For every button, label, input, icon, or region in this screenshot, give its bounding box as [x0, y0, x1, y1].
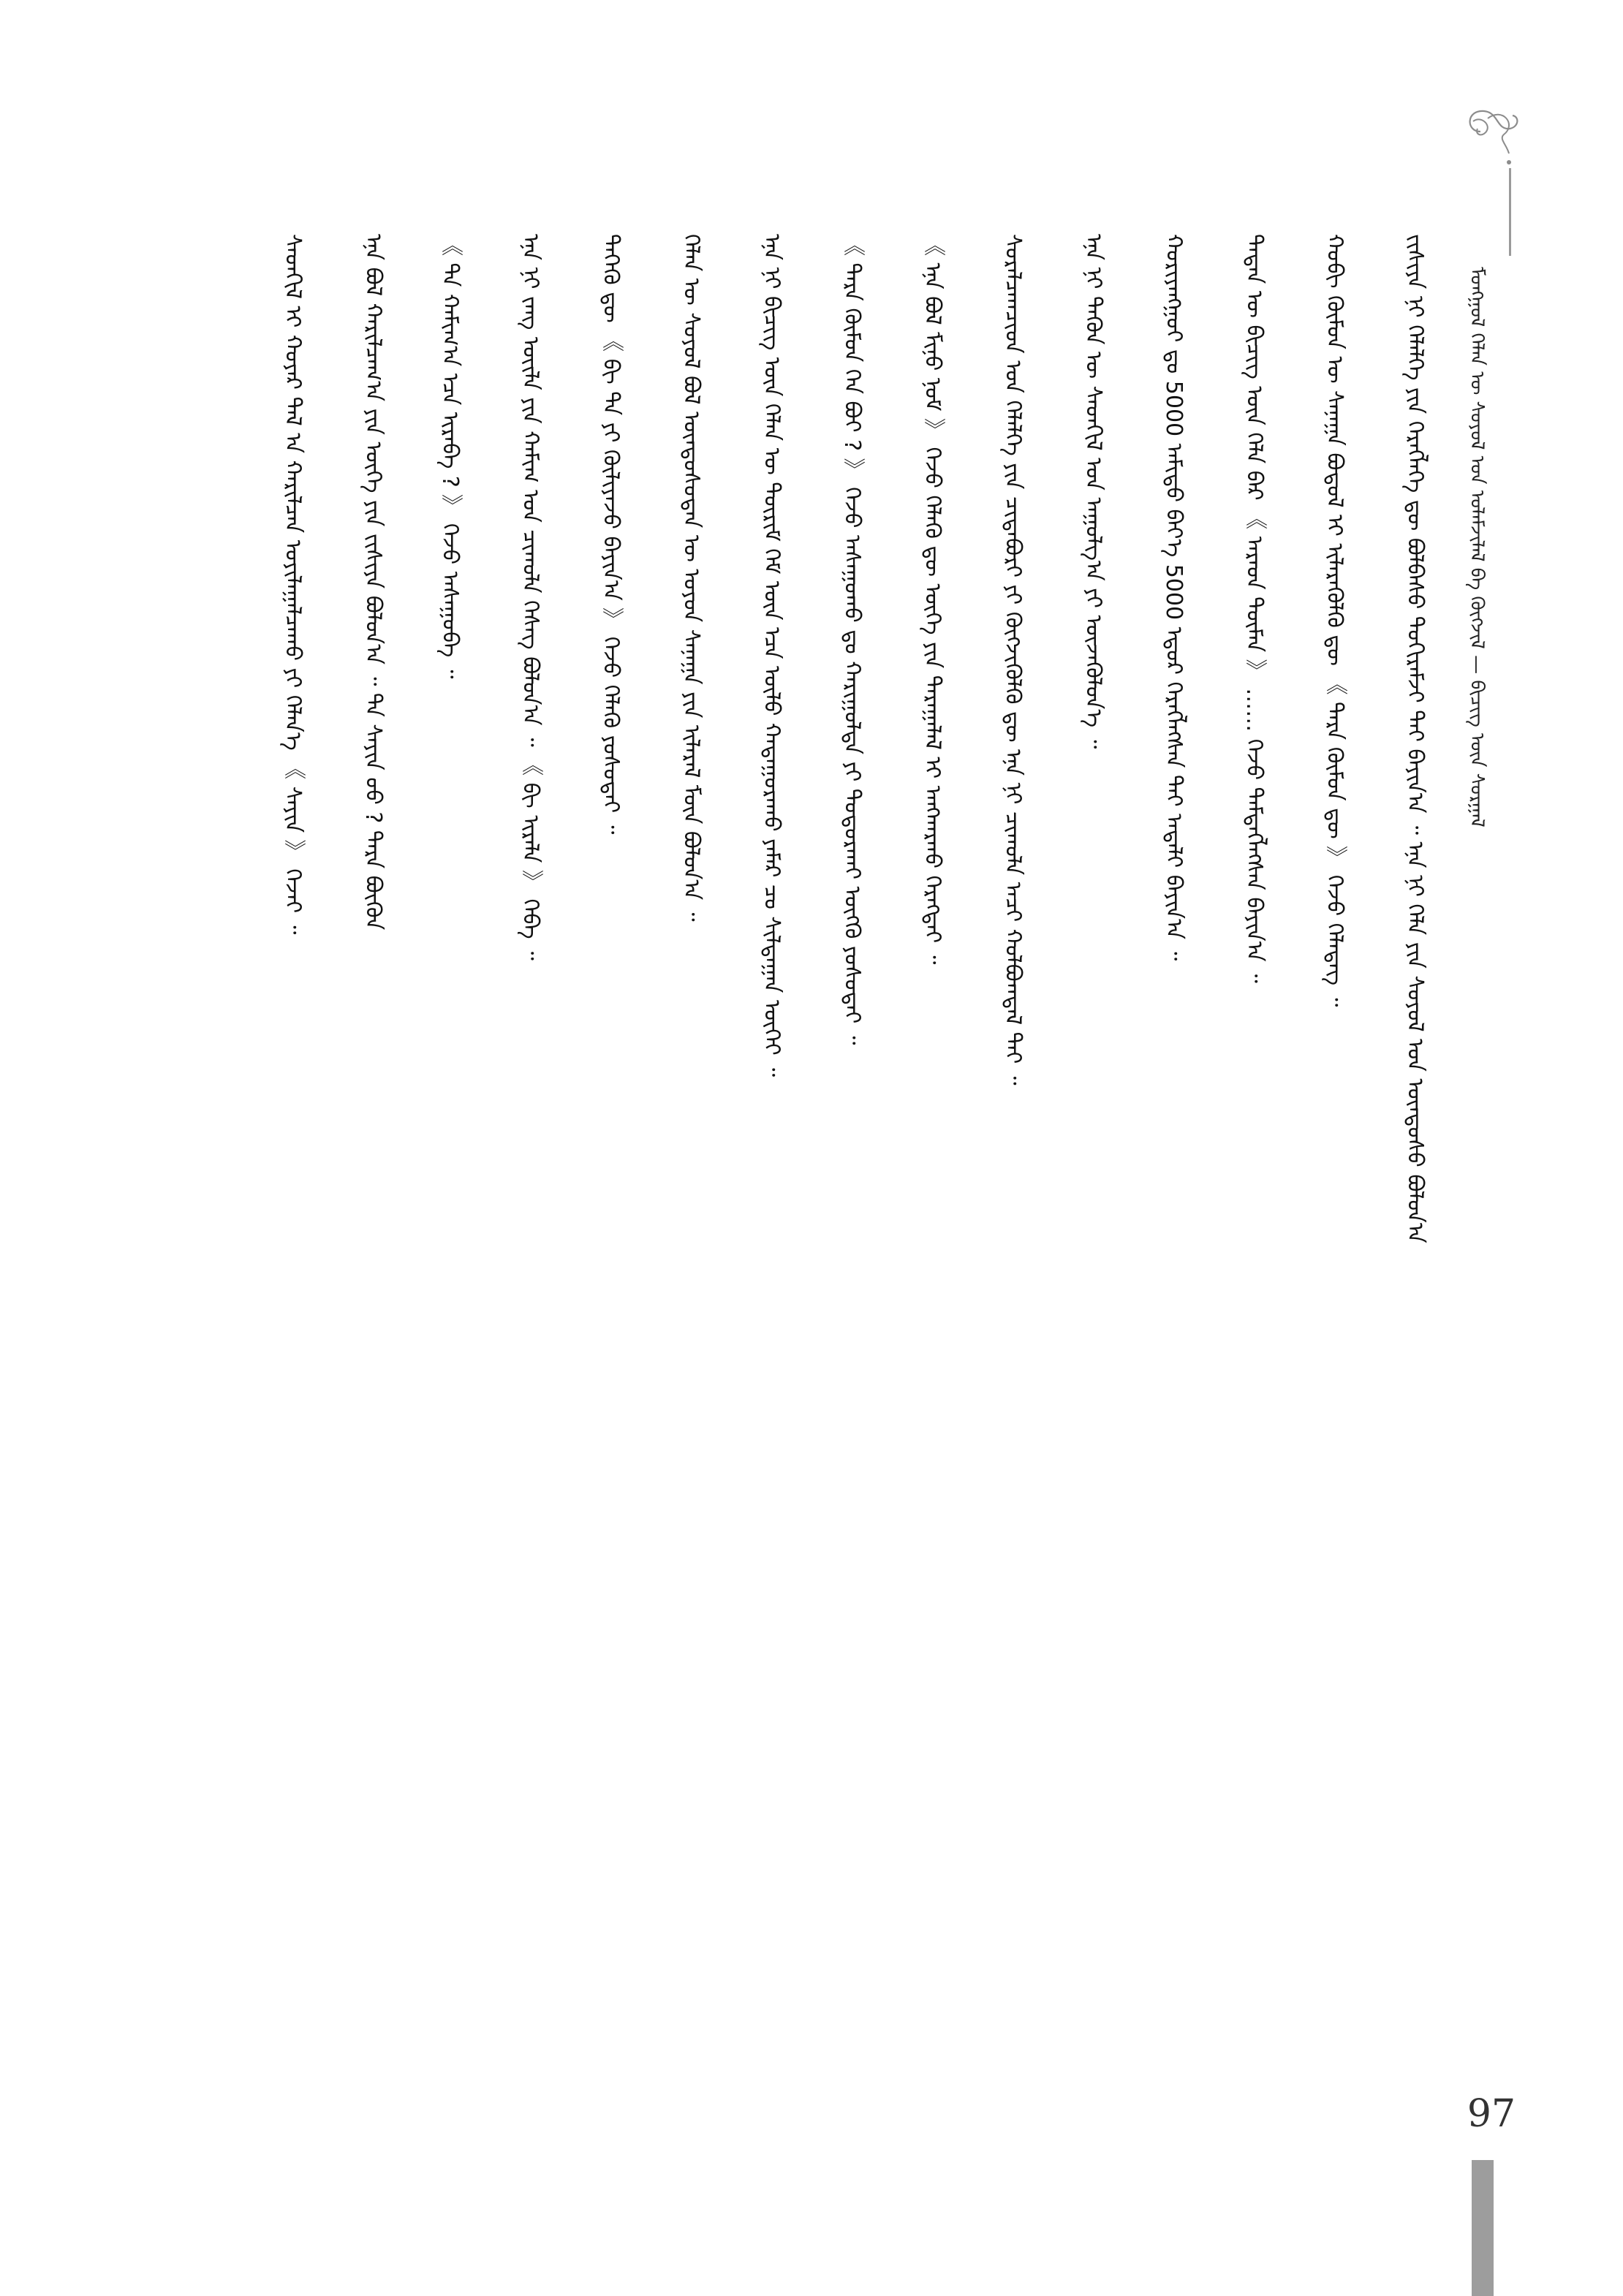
text-column: ᠰᠡᠳᠬᠢᠯ ᠢ ᠬᠣᠶᠠᠷ ᠲᠠᠯ ᠠ ᠬᠠᠷᠢᠯᠴᠠᠨ ᠣᠶᠢᠯᠠᠭᠠᠯᠴᠠᠬᠤ ᠶᠢ ᠬᠡᠯᠡᠨ᠎ᠡ 《 ᠰᠠᠶᠢᠨ 》 ᠭᠡᠵᠡᠢ ᠃	[280, 234, 306, 935]
ornament-flourish-icon	[1459, 102, 1524, 190]
text-column: 《 ᠲᠠ ᠬᠠᠮᠢᠭ᠎ᠠ ᠡᠴᠡ ᠢᠷᠡᠪᠡ ? 》 ᠭᠡᠵᠦ ᠠᠰᠠᠭᠤᠪᠠ ᠃	[437, 234, 463, 679]
text-column: ᠲᠡᠳᠡᠨ ᠦ ᠪᠢᠴᠢᠭ ᠦᠨ ᠬᠡᠯᠡ ᠪᠡᠷ 《 ᠠᠷᠠᠳ ᠲᠦᠮᠡᠨ 》 …… ᠭᠡᠵᠦ ᠲᠡᠮᠳᠡᠭᠯᠡᠭᠰᠡᠨ ᠪᠠᠶᠢᠨ᠎ᠠ ᠃	[1241, 234, 1267, 983]
text-column: 《 ᠡᠨᠡ ᠪᠣᠯ ᠮᠢᠨᠦ ᠨᠣᠮ 》 ᠭᠡᠵᠦ ᠬᠡᠯᠡᠬᠦ ᠳᠦ ᠦᠭᠡ ᠶᠢᠨ ᠳᠠᠷᠠᠭᠠᠯᠠᠯ ᠢ ᠠᠩᠬᠠᠷᠬᠤ ᠬᠡᠷᠡᠭᠲᠡᠢ ᠃	[920, 234, 945, 965]
text-column: ᠡᠨᠡ ᠨᠢ ᠲᠡᠭᠦᠨ ᠦ ᠰᠡᠳᠬᠢᠯ ᠤᠨ ᠠᠭᠤᠯᠭ᠎ᠠ ᠶᠢ ᠦᠵᠡᠭᠦᠯᠦᠨ᠎ᠡ ᠃	[1081, 234, 1106, 749]
text-column: 《 ᠲᠡᠷᠡ ᠬᠦᠮᠦᠨ ᠬᠡᠨ ᠪᠤᠢ ? 》 ᠭᠡᠵᠦ ᠠᠰᠠᠭᠤᠬᠤ ᠳᠤ ᠬᠠᠷᠢᠭᠤᠯᠲᠠ ᠶᠢ ᠲᠣᠳᠣᠷᠬᠠᠢ ᠥᠭᠬᠦ ᠶᠣᠰᠣᠲᠠᠢ ᠃	[839, 234, 865, 1045]
body-text	[194, 234, 1429, 2091]
text-column: ᠬᠡᠯᠡᠨ ᠦ ᠰᠣᠶᠣᠯ ᠪᠣᠯ ᠦᠨᠳᠦᠰᠦᠲᠡᠨ ᠦ ᠣᠶᠤᠨ ᠰᠠᠨᠠᠭᠠ ᠶᠢᠨ ᠢᠯᠡᠷᠡᠯ ᠮᠥᠨ ᠪᠣᠯᠤᠨ᠎ᠠ ᠃	[678, 234, 704, 922]
text-column: ᠡᠨᠡ ᠨᠢ ᠵᠠᠩ ᠦᠢᠯᠡ ᠶᠢᠨ ᠬᠠᠮᠢᠭ ᠤᠨ ᠴᠢᠬᠤᠯᠠ ᠬᠡᠰᠡᠭ ᠪᠣᠯᠤᠨ᠎ᠠ ᠃ 《 ᠪᠢ ᠢᠷᠡᠯᠡ 》 ᠭᠡᠪᠡ ᠃	[518, 234, 543, 961]
page-number: 97	[1467, 2092, 1516, 2136]
text-column: ᠵᠢᠱᠢᠶᠡ ᠨᠢ ᠬᠡᠯᠡᠯᠭᠡ ᠶᠢᠨ ᠬᠡᠷᠡᠭᠯᠡᠭᠡ ᠳᠦ ᠪᠣᠯᠪᠠᠰᠤ ᠲᠣᠬᠢᠷᠠᠮᠵᠢ ᠲᠠᠢ ᠪᠠᠶᠢᠨ᠎ᠠ ᠃ ᠡᠨᠡ ᠨᠢ ᠬᠡᠯᠡ ᠶᠢᠨ ᠰᠣᠶᠣᠯ ᠤᠨ ᠦᠨᠳᠦᠰᠦ ᠪᠣᠯᠤᠨ᠎ᠠ	[1402, 234, 1428, 1243]
page-edge-bar	[1472, 2160, 1494, 2296]
text-column: ᠡᠨᠡ ᠪᠣᠯ ᠬᠠᠷᠢᠯᠴᠠᠭ᠎ᠠ ᠶᠢᠨ ᠦᠭᠡ ᠶᠢᠨ ᠵᠢᠱᠢᠶᠡ ᠪᠣᠯᠤᠨ᠎ᠠ ᠃ ᠲᠠ ᠰᠠᠶᠢᠨ ᠤᠤ ? ᠲᠡᠷᠡ ᠪᠦᠬᠦᠨ	[360, 234, 386, 931]
text-column: ᠬᠤᠪᠢ ᠬᠥᠮᠦᠨ ᠦ ᠰᠠᠨᠠᠭᠠ ᠪᠣᠳᠤᠯ ᠢ ᠢᠯᠡᠷᠡᠭᠦᠯᠬᠦ ᠳᠦ 《 ᠲᠡᠷᠡ ᠬᠦᠮᠦᠨ ᠳᠦ 》 ᠭᠡᠵᠦ ᠬᠡᠯᠡᠳᠡᠭ ᠃	[1322, 234, 1347, 1007]
text-column: ᠲᠡᠭᠡᠬᠦ ᠳᠦ 《 ᠪᠢ ᠲᠠ ᠶᠢ ᠬᠦᠯᠢᠶᠡᠵᠦ ᠪᠠᠶᠢᠨ᠎ᠠ 》 ᠭᠡᠵᠦ ᠬᠡᠯᠡᠬᠦ ᠶᠣᠰᠣᠲᠠᠢ ᠃	[598, 234, 624, 835]
running-header: ᠮᠣᠩᠭᠣᠯ ᠬᠡᠯᠡᠨ ᠦ ᠰᠣᠶᠣᠯ ᠤᠨ ᠤᠯᠠᠮᠵᠢᠯᠠᠯ ᠪᠠ ᠬᠥᠭᠵᠢᠯ — ᠪᠢᠴᠢᠭ ᠦᠨ ᠰᠤᠷᠭᠠᠯ	[1466, 267, 1488, 827]
text-column: ᠰᠤᠷᠠᠯᠴᠠᠭᠴᠢᠳ ᠤᠨ ᠬᠡᠯᠡᠯᠭᠡ ᠶᠢᠨ ᠴᠢᠳᠠᠪᠤᠷᠢ ᠶᠢ ᠬᠥᠭᠵᠢᠭᠦᠯᠬᠦ ᠳᠦ ᠡᠨᠡ ᠨᠢ ᠴᠢᠬᠤᠯᠠ ᠠᠴᠢ ᠬᠣᠯᠪᠣᠭᠳᠠᠯ ᠲᠠᠢ ᠃	[1000, 234, 1026, 1086]
text-column: ᠬᠤᠷᠢᠶᠠᠩᠭᠤᠶ ᠳᠤ 5000 ᠠᠮᠢᠳᠤ ᠪᠡᠶ᠎ᠡ 5000 ᠡᠳᠦᠷ ᠬᠡᠷᠡᠭᠯᠡᠭᠰᠡᠨ ᠲᠠᠢ ᠠᠳᠠᠯᠢ ᠪᠠᠶᠢᠨ᠎ᠠ ᠃	[1161, 234, 1187, 961]
text-column	[194, 234, 238, 980]
text-column: ᠡᠨᠡ ᠨᠢ ᠪᠢᠴᠢᠭ ᠦᠨ ᠬᠡᠯᠡᠨ ᠦ ᠳᠦᠷᠢᠮ ᠬᠡᠮ ᠦᠨ ᠡᠴᠡ ᠦᠯᠦ ᠬᠠᠳᠠᠭᠤᠷᠠᠬᠤ ᠶᠠᠮᠠᠷ ᠴᠤ ᠰᠢᠯᠳᠠᠭᠠᠨ ᠦᠭᠡᠢ ᠃	[759, 234, 784, 1077]
header-rule	[1509, 168, 1511, 256]
